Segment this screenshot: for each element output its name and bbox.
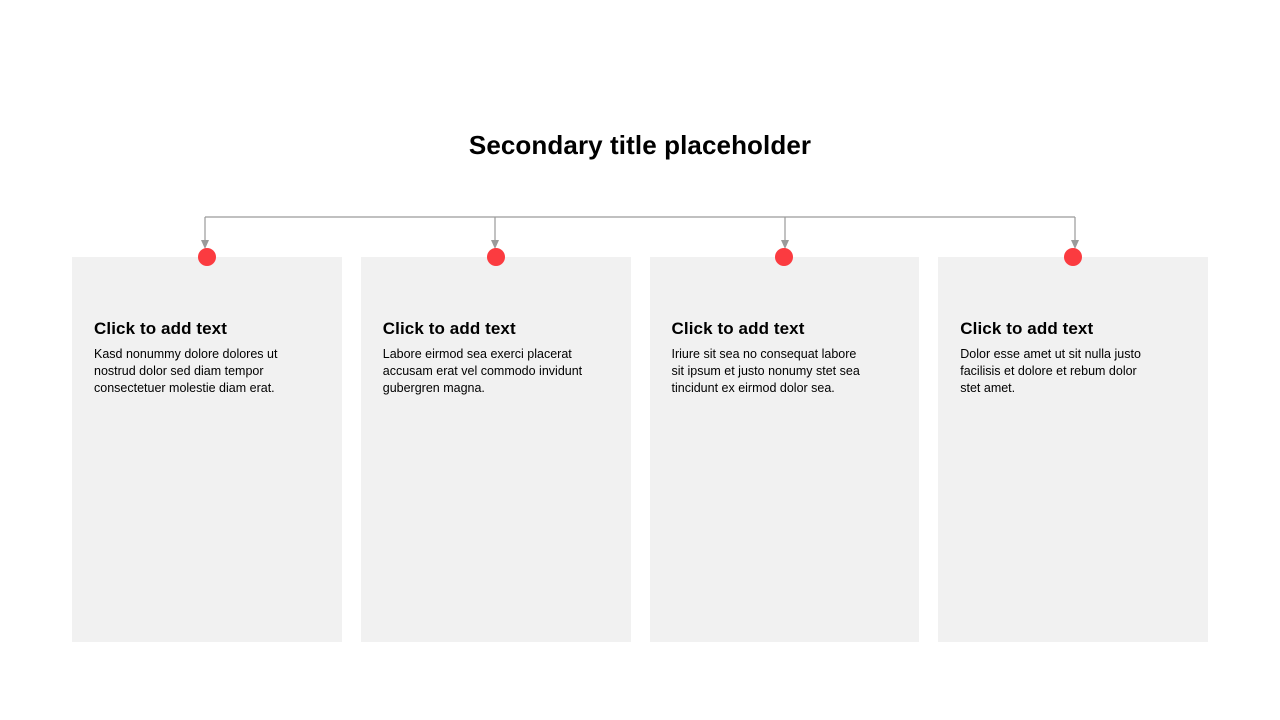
card-body[interactable]: Dolor esse amet ut sit nulla justo facilisis et dolore et rebum dolor stet amet. <box>960 347 1141 395</box>
card-heading[interactable]: Click to add text <box>671 319 805 338</box>
page-title[interactable]: Secondary title placeholder <box>468 130 812 160</box>
card-1[interactable] <box>72 257 342 642</box>
connector-bracket <box>0 205 1280 265</box>
red-dot-icon <box>198 248 216 266</box>
card-heading[interactable]: Click to add text <box>960 319 1094 338</box>
card-3[interactable] <box>650 257 920 642</box>
card-body[interactable]: Kasd nonummy dolore dolores ut nostrud dolor sed diam tempor consectetuer molestie diam erat. <box>94 347 278 395</box>
card-body[interactable]: Labore eirmod sea exerci placerat accusam erat vel commodo invidunt gubergren magna. <box>382 347 583 395</box>
card-2[interactable] <box>361 257 631 642</box>
card-heading[interactable]: Click to add text <box>94 319 228 338</box>
card-body[interactable]: Iriure sit sea no consequat labore sit ipsum et justo nonumy stet sea tincidunt ex eirmod dolor sea. <box>671 347 860 395</box>
red-dot-icon <box>775 248 793 266</box>
red-dot-icon <box>1064 248 1082 266</box>
card-4[interactable] <box>938 257 1208 642</box>
red-dot-icon <box>487 248 505 266</box>
card-heading[interactable]: Click to add text <box>382 319 516 338</box>
card-row <box>72 257 1208 642</box>
